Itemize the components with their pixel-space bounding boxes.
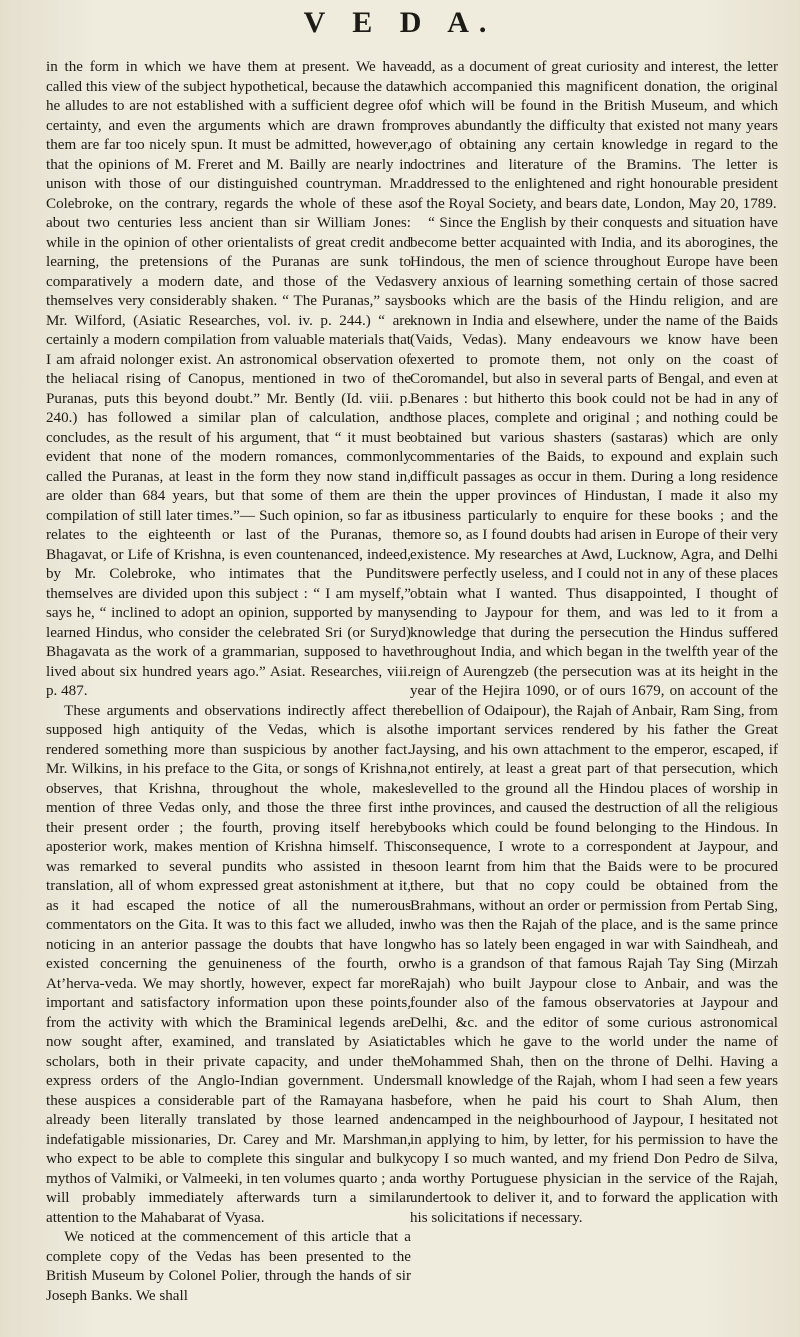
running-header: V E D A. xyxy=(303,6,497,39)
paragraph: These arguments and observations indirectly affect the supposed high antiquity of the Vedas, which is also rendered something more than suspicious by another fact. Mr. Wilkins, in his preface to the Gita, or songs of Krishna, observes, that Krishna, throughout the whole, makes mention of three Vedas only, and those the three first in their present order ; the fourth, proving itself hereby aposterior work, makes mention of Krishna himself. This was remarked to several pundits who assisted in the translation, all of whom expressed great astonishment at it, as it had escaped the notice of all the numerous commentators on the Gita. It was to this fact we alluded, in noticing in an anterior passage the doubts that have long existed concerning the genuineness of the fourth, or At’herva-veda. We may shortly, however, expect far more important and satisfactory information upon these points, from the activity with which the Braminical legends are now sought after, examined, and translated by Asiatic scholars, both in their private capacity, and under the express orders of the Anglo-Indian government. Under these auspices a considerable part of the Ramayana has already been literally translated by those learned and indefatigable missionaries, Dr. Carey and Mr. Marshman, who expect to be able to complete this singular and bulky mythos of Valmiki, or Valmeeki, in ten volumes quarto ; and will probably immediately afterwards turn a similar attention to the Mahabarat of Vyasa. xyxy=(46,702,411,1226)
paragraph: We noticed at the commencement of this article that a complete copy of the Vedas has been presented to the British Museum by Colonel Polier, through the hands of sir Joseph Banks. We shall xyxy=(46,1229,411,1304)
paragraph: add, as a document of great curiosity and interest, the letter which accompanied this magnificent donation, the original of which will be found in the British Museum, and which proves abundantly the difficulty that existed not many years ago of obtaining any certain knowledge in regard to the doctrines and literature of the Bramins. The letter is addressed to the enlightened and right honourable president of the Royal Society, and bears date, London, May 20, 1789. xyxy=(410,59,778,212)
paragraph: “ Since the English by their conquests and situation have become better acquainted with India, and its aborogines, the Hindous, the men of science throughout Europe have been very anxious of learning something certain of those sacred books which are the basis of the Hindu religion, and are known in India and elsewhere, under the name of the Baids (Vaids, Vedas). Many endeavours we know have been exerted to promote them, not only on the coast of Coromandel, but also in several parts of Bengal, and even at Benares : but hitherto this book could not be had in any of those places, complete and original ; and nothing could be obtained but various shasters (sastaras) which are only commentaries of the Baids, to expound and explain such difficult passages as occur in them. During a long residence in the upper provinces of Hindustan, I made it also my business particularly to enquire for these books ; and the more so, as I found doubts had arisen in Europe of their very existence. My researches at Awd, Lucknow, Agra, and Delhi were perfectly useless, and I could not in any of these places obtain what I wanted. Thus disappointed, I thought of sending to Jaypour for them, and was led to it from a knowledge that during the persecution the Hindus suffered throughout India, and which began in the twelfth year of the reign of Aurengzeb (the persecution was at its height in the year of the Hejira 1090, or of ours 1679, on account of the rebellion of Odaipour), the Rajah of Anbair, Ram Sing, from the important services rendered by his father the Great Jaysing, and his own attachment to the emperor, escaped, if not entirely, at least a great part of that persecution, which levelled to the ground all the Hindou places of worship in the provinces, and caused the destruction of all the religious books which could be found belonging to the Hindous. In consequence, I wrote to a correspondent at Jaypour, and soon learnt from him that the Baids were to be procured there, but that no copy could be obtained from the Brahmans, without an order or permission from Pertab Sing, who was then the Rajah of the place, and is the same prince who has so lately been engaged in war with Saindheah, and who is a grandson of that famous Rajah Tay Sing (Mirzah Rajah) who built Jaypour close to Anbair, and was the founder also of the famous observatories at Jaypour and Delhi, &c. and the editor of some curious astronomical tables which he gave to the world under the name of Mohammed Shah, then on the throne of Delhi. Having a small knowledge of the Rajah, whom I had seen a few years before, when he paid his court to Shah Alum, then encamped in the neighbourhood of Jaypour, I hesitated not in applying to him, by letter, for his permission to have the copy I so much wanted, and my friend Don Pedro de Silva, a worthy Portuguese physician in the service of the Rajah, undertook to deliver it, and to forward the application with his solicitations if necessary. xyxy=(410,215,778,1226)
right-column xyxy=(410,58,778,1228)
paragraph: in the form in which we have them at present. We have called this view of the subject hypothetical, because the data he alludes to are not established with a sufficient degree of certainty, and even the arguments which are drawn from them are far too nicely spun. It must be admitted, however, that the opinions of M. Freret and M. Bailly are nearly in unison with those of our distinguished countryman. Mr. Colebroke, on the contrary, regards the whole of these as about two centuries less ancient than sir William Jones: while in the opinion of other orientalists of great credit and learning, the pretensions of the Puranas are sunk to comparatively a modern date, and those of the Vedas themselves very considerably shaken. “ The Puranas,” says Mr. Wilford, (Asiatic Researches, vol. iv. p. 244.) “ are certainly a modern compilation from valuable materials that I am afraid nolonger exist. An astronomical observation of the heliacal rising of Canopus, mentioned in two of the Puranas, puts this beyond doubt.” Mr. Bently (Id. viii. p. 240.) has followed a similar plan of calculation, and concludes, as the result of his argument, that “ it must be evident that none of the modern romances, commonly called the Puranas, at least in the form they now stand in, are older than 684 years, but that some of them are the compilation of still later times.”— Such opinion, so far as it relates to the eighteenth or last of the Puranas, the Bhagavat, or Life of Krishna, is even countenanced, indeed, by Mr. Colebroke, who intimates that the Pundits themselves are divided upon this subject : “ I am myself,” says he, “ inclined to adopt an opinion, supported by many learned Hindus, who consider the celebrated Sri (or Suryd) Bhagavata as the work of a grammarian, supposed to have lived about six hundred years ago.” Asiat. Researches, viii. p. 487. xyxy=(46,59,411,699)
left-column xyxy=(46,58,411,1306)
